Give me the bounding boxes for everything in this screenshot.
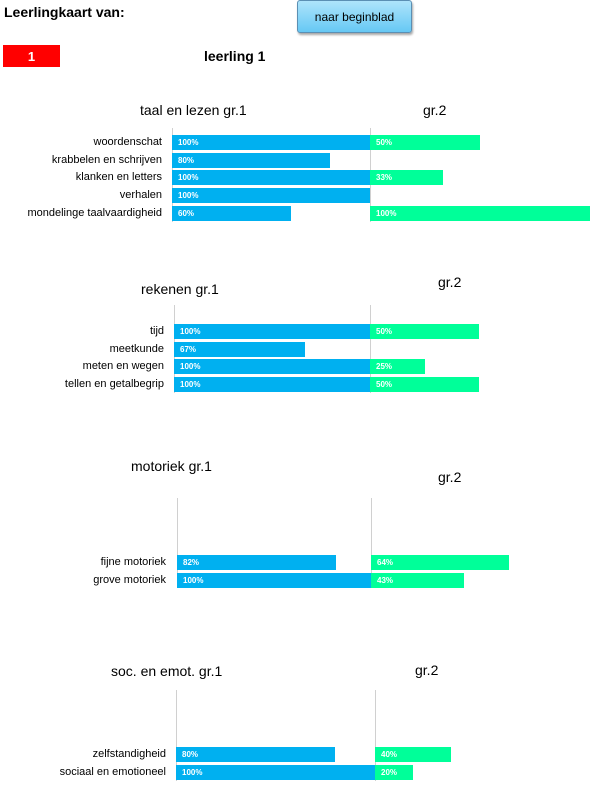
- bar-gr2: 100%: [370, 206, 590, 221]
- row-label: tijd: [149, 325, 164, 337]
- row-label: sociaal en emotioneel: [59, 765, 166, 778]
- group2-header: gr.2: [423, 102, 447, 118]
- section-title: taal en lezen gr.1: [140, 102, 247, 118]
- student-name: leerling 1: [204, 48, 266, 64]
- bar-gr1: 80%: [176, 747, 335, 762]
- row-label: grove motoriek: [93, 573, 166, 586]
- section-title: motoriek gr.1: [131, 458, 212, 474]
- bar-gr2: 64%: [371, 555, 509, 570]
- page-title: Leerlingkaart van:: [4, 4, 125, 20]
- bar-gr2: 43%: [371, 573, 464, 588]
- bar-gr1: 100%: [174, 359, 370, 374]
- bar-gr1: 100%: [176, 765, 375, 780]
- section-title: rekenen gr.1: [141, 281, 219, 297]
- group2-header: gr.2: [438, 469, 462, 485]
- row-label: tellen en getalbegrip: [64, 377, 164, 390]
- bar-gr1: 100%: [177, 573, 371, 588]
- bar-gr2: 50%: [370, 135, 480, 150]
- bar-gr1: 67%: [174, 342, 305, 357]
- bar-gr1: 100%: [172, 188, 370, 203]
- row-label: meetkunde: [109, 342, 164, 355]
- row-label: krabbelen en schrijven: [51, 153, 162, 166]
- bar-gr1: 82%: [177, 555, 336, 570]
- bar-gr1: 100%: [174, 377, 370, 392]
- bar-gr2: 50%: [370, 377, 479, 392]
- student-number-badge: 1: [3, 45, 60, 67]
- row-label: fijne motoriek: [100, 556, 166, 568]
- row-label: meten en wegen: [82, 360, 164, 373]
- bar-gr1: 100%: [172, 170, 370, 185]
- bar-gr2: 40%: [375, 747, 451, 762]
- section-title: soc. en emot. gr.1: [111, 663, 223, 679]
- bar-gr1: 100%: [174, 324, 370, 339]
- bar-gr2: 50%: [370, 324, 479, 339]
- bar-gr2: 25%: [370, 359, 425, 374]
- bar-gr1: 80%: [172, 153, 330, 168]
- row-label: verhalen: [119, 189, 162, 202]
- row-label: zelfstandigheid: [92, 748, 166, 760]
- bar-gr1: 100%: [172, 135, 370, 150]
- row-label: mondelinge taalvaardigheid: [27, 206, 162, 219]
- bar-gr2: 20%: [375, 765, 413, 780]
- row-label: klanken en letters: [75, 171, 162, 184]
- home-button[interactable]: naar beginblad: [297, 0, 412, 33]
- row-label: woordenschat: [93, 136, 162, 148]
- bar-gr2: 33%: [370, 170, 443, 185]
- bar-gr1: 60%: [172, 206, 291, 221]
- group2-header: gr.2: [438, 274, 462, 290]
- group2-header: gr.2: [415, 662, 439, 678]
